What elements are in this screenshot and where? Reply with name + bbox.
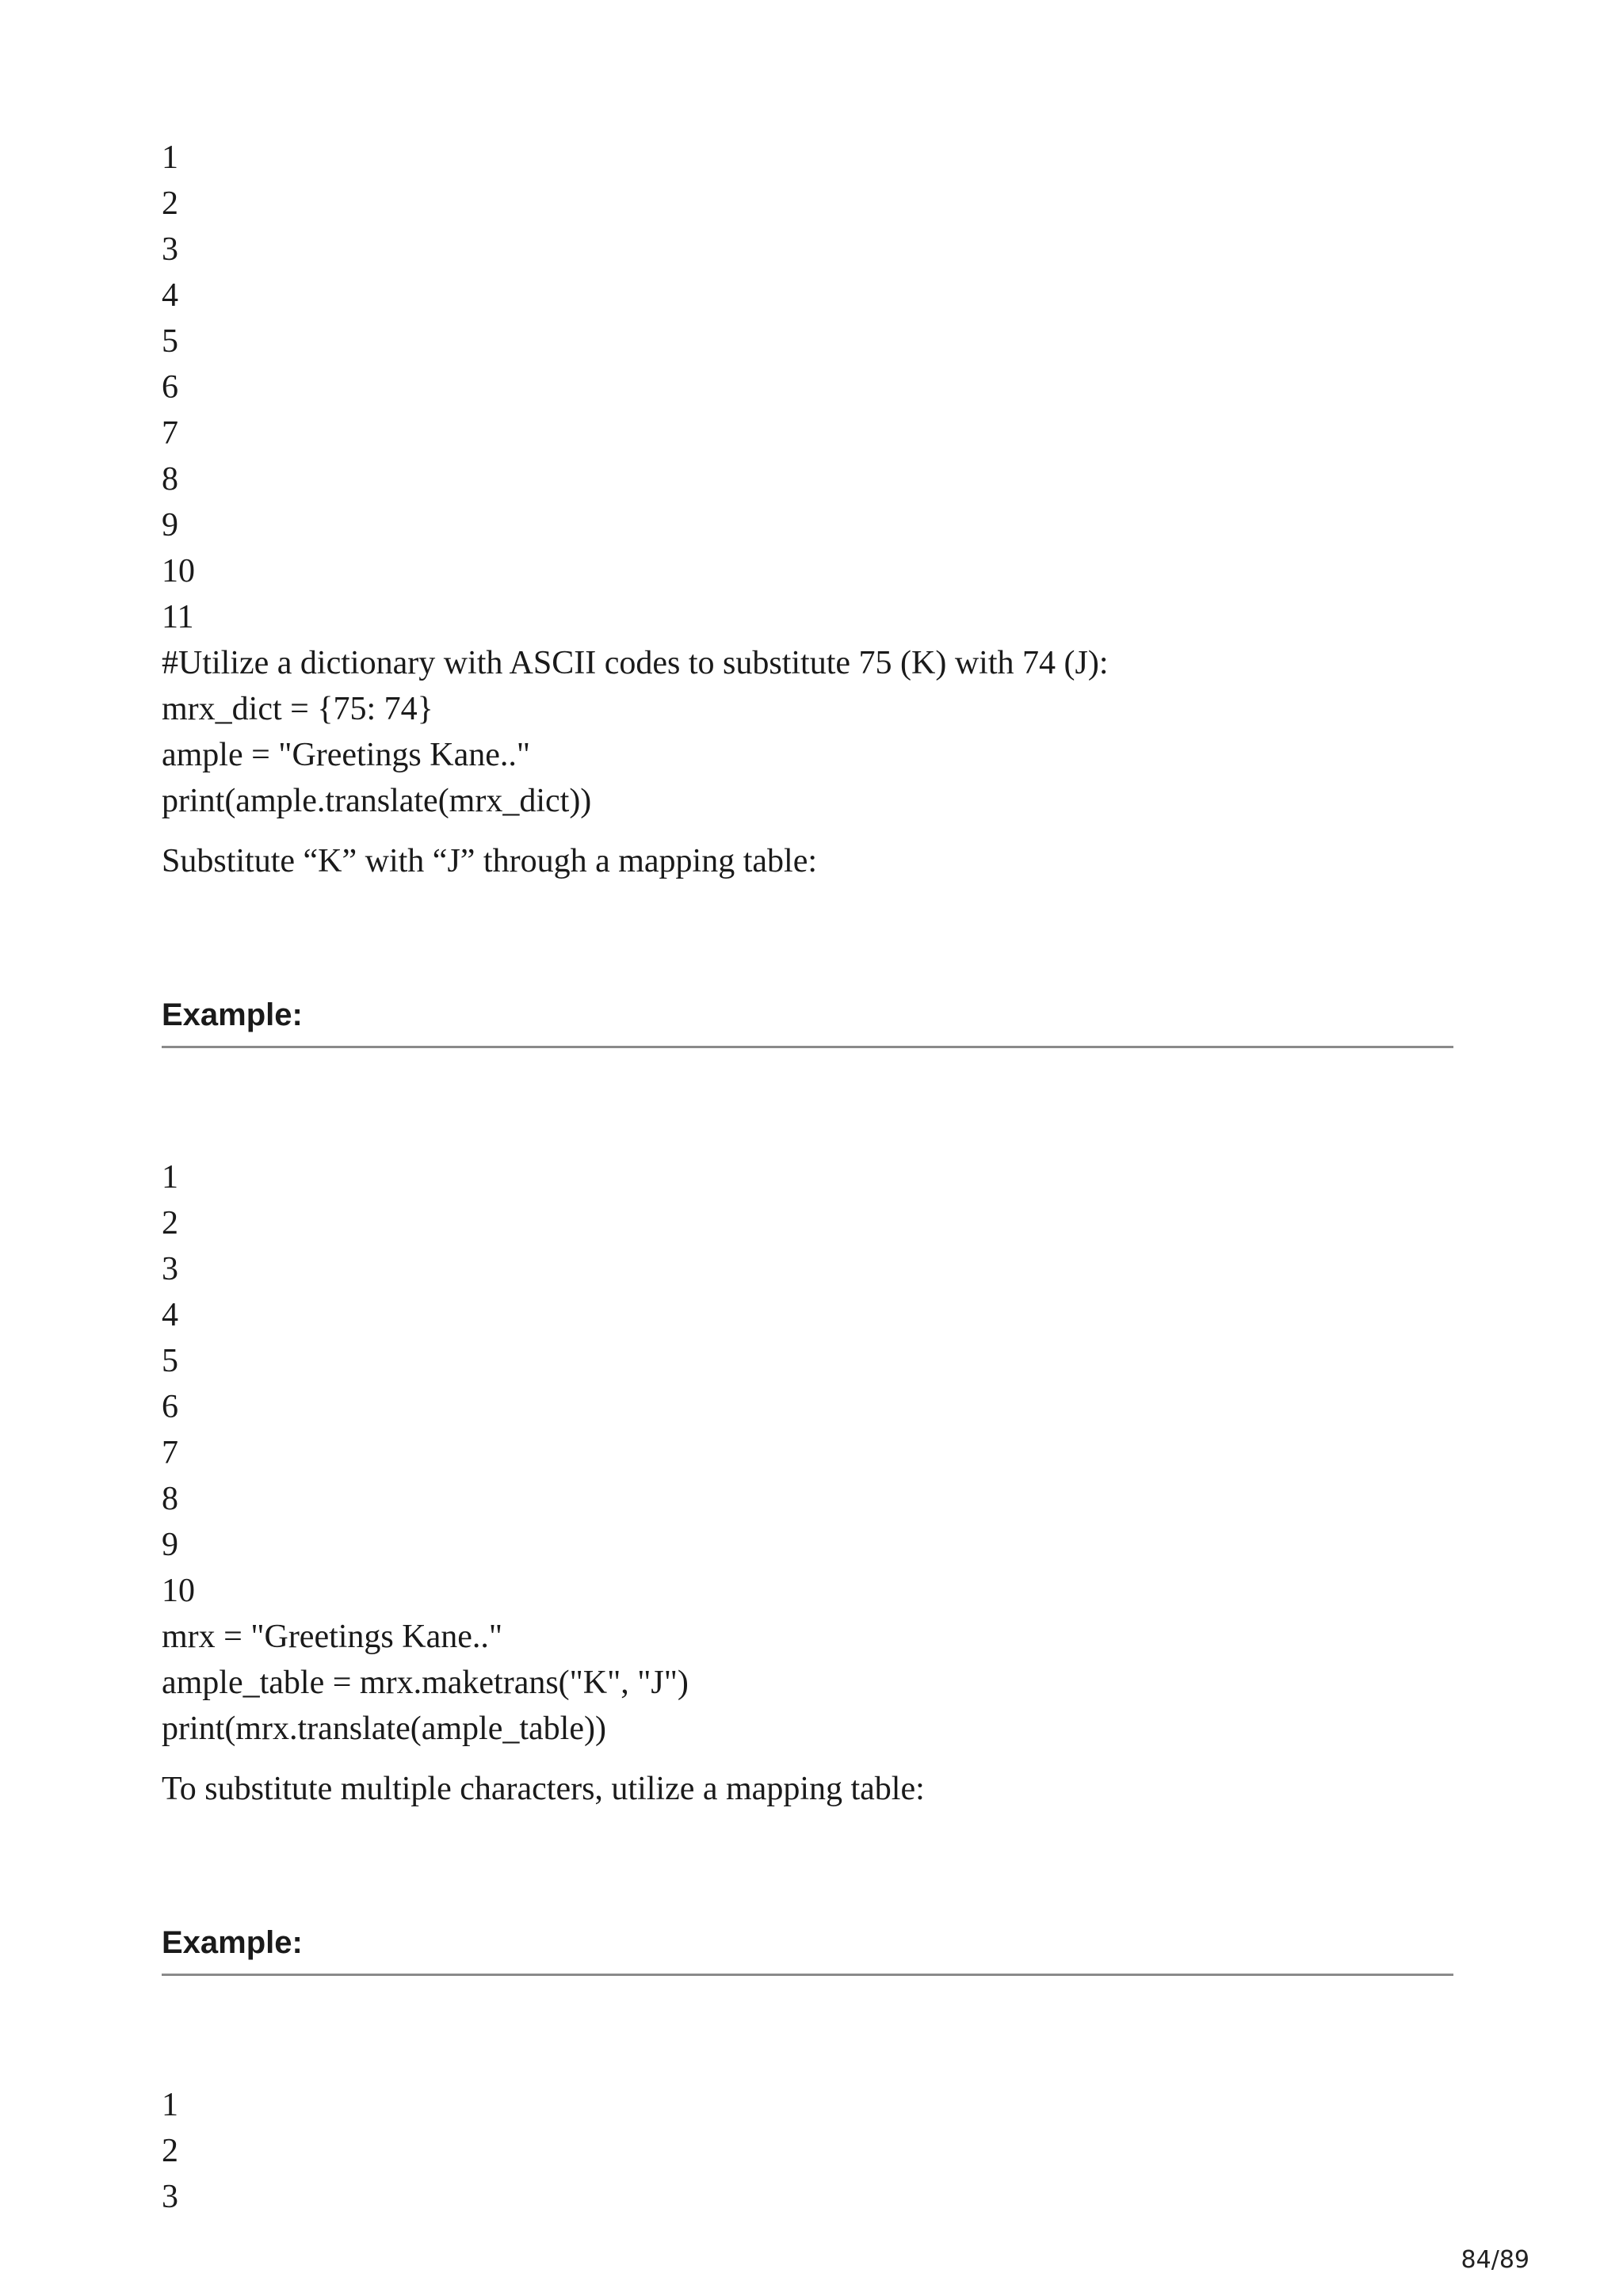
line-number: 6: [162, 369, 178, 406]
code-lines-1: [162, 640, 1453, 824]
code-line: ample_table = mrx.maketrans("K", "J"): [162, 1665, 689, 1701]
code-line: #Utilize a dictionary with ASCII codes to substitute 75 (K) with 74 (J):: [162, 645, 1109, 681]
line-number: 3: [162, 1251, 178, 1287]
line-number: 7: [162, 1435, 178, 1471]
line-number: 1: [162, 2087, 178, 2123]
line-number: 1: [162, 1159, 178, 1196]
line-numbers-1: [162, 135, 1453, 640]
code-block-2: [162, 1154, 1453, 1752]
example-heading-2: Example:: [162, 1923, 1453, 1976]
line-numbers-3: [162, 2082, 1453, 2220]
line-number: 10: [162, 553, 195, 589]
code-line: print(mrx.translate(ample_table)): [162, 1711, 606, 1747]
line-number: 3: [162, 2179, 178, 2215]
line-number: 8: [162, 461, 178, 498]
paragraph-multiple-characters: To substitute multiple characters, utilize a mapping table:: [162, 1771, 925, 1807]
line-number: 5: [162, 1343, 178, 1379]
line-number: 9: [162, 1527, 178, 1563]
line-number: 4: [162, 277, 178, 314]
page-number: 84/89: [1461, 2246, 1529, 2274]
line-number: 1: [162, 139, 178, 176]
line-number: 10: [162, 1573, 195, 1609]
line-number: 8: [162, 1481, 178, 1517]
line-number: 5: [162, 323, 178, 360]
line-number: 6: [162, 1389, 178, 1425]
code-line: ample = "Greetings Kane..": [162, 737, 530, 773]
line-numbers-2: [162, 1154, 1453, 1614]
code-block-3: [162, 2082, 1453, 2220]
line-number: 11: [162, 599, 194, 635]
code-line: print(ample.translate(mrx_dict)): [162, 783, 592, 819]
example-heading-1: Example:: [162, 995, 1453, 1048]
line-number: 9: [162, 507, 178, 543]
line-number: 2: [162, 1205, 178, 1241]
line-number: 3: [162, 231, 178, 268]
line-number: 2: [162, 2133, 178, 2169]
line-number: 2: [162, 185, 178, 222]
line-number: 7: [162, 415, 178, 452]
paragraph-mapping-table: Substitute “K” with “J” through a mapping table:: [162, 843, 817, 879]
code-line: mrx = "Greetings Kane..": [162, 1619, 503, 1655]
line-number: 4: [162, 1297, 178, 1333]
document-content: [162, 135, 1453, 2220]
code-lines-2: [162, 1614, 1453, 1752]
code-block-1: [162, 135, 1453, 824]
code-line: mrx_dict = {75: 74}: [162, 691, 433, 727]
